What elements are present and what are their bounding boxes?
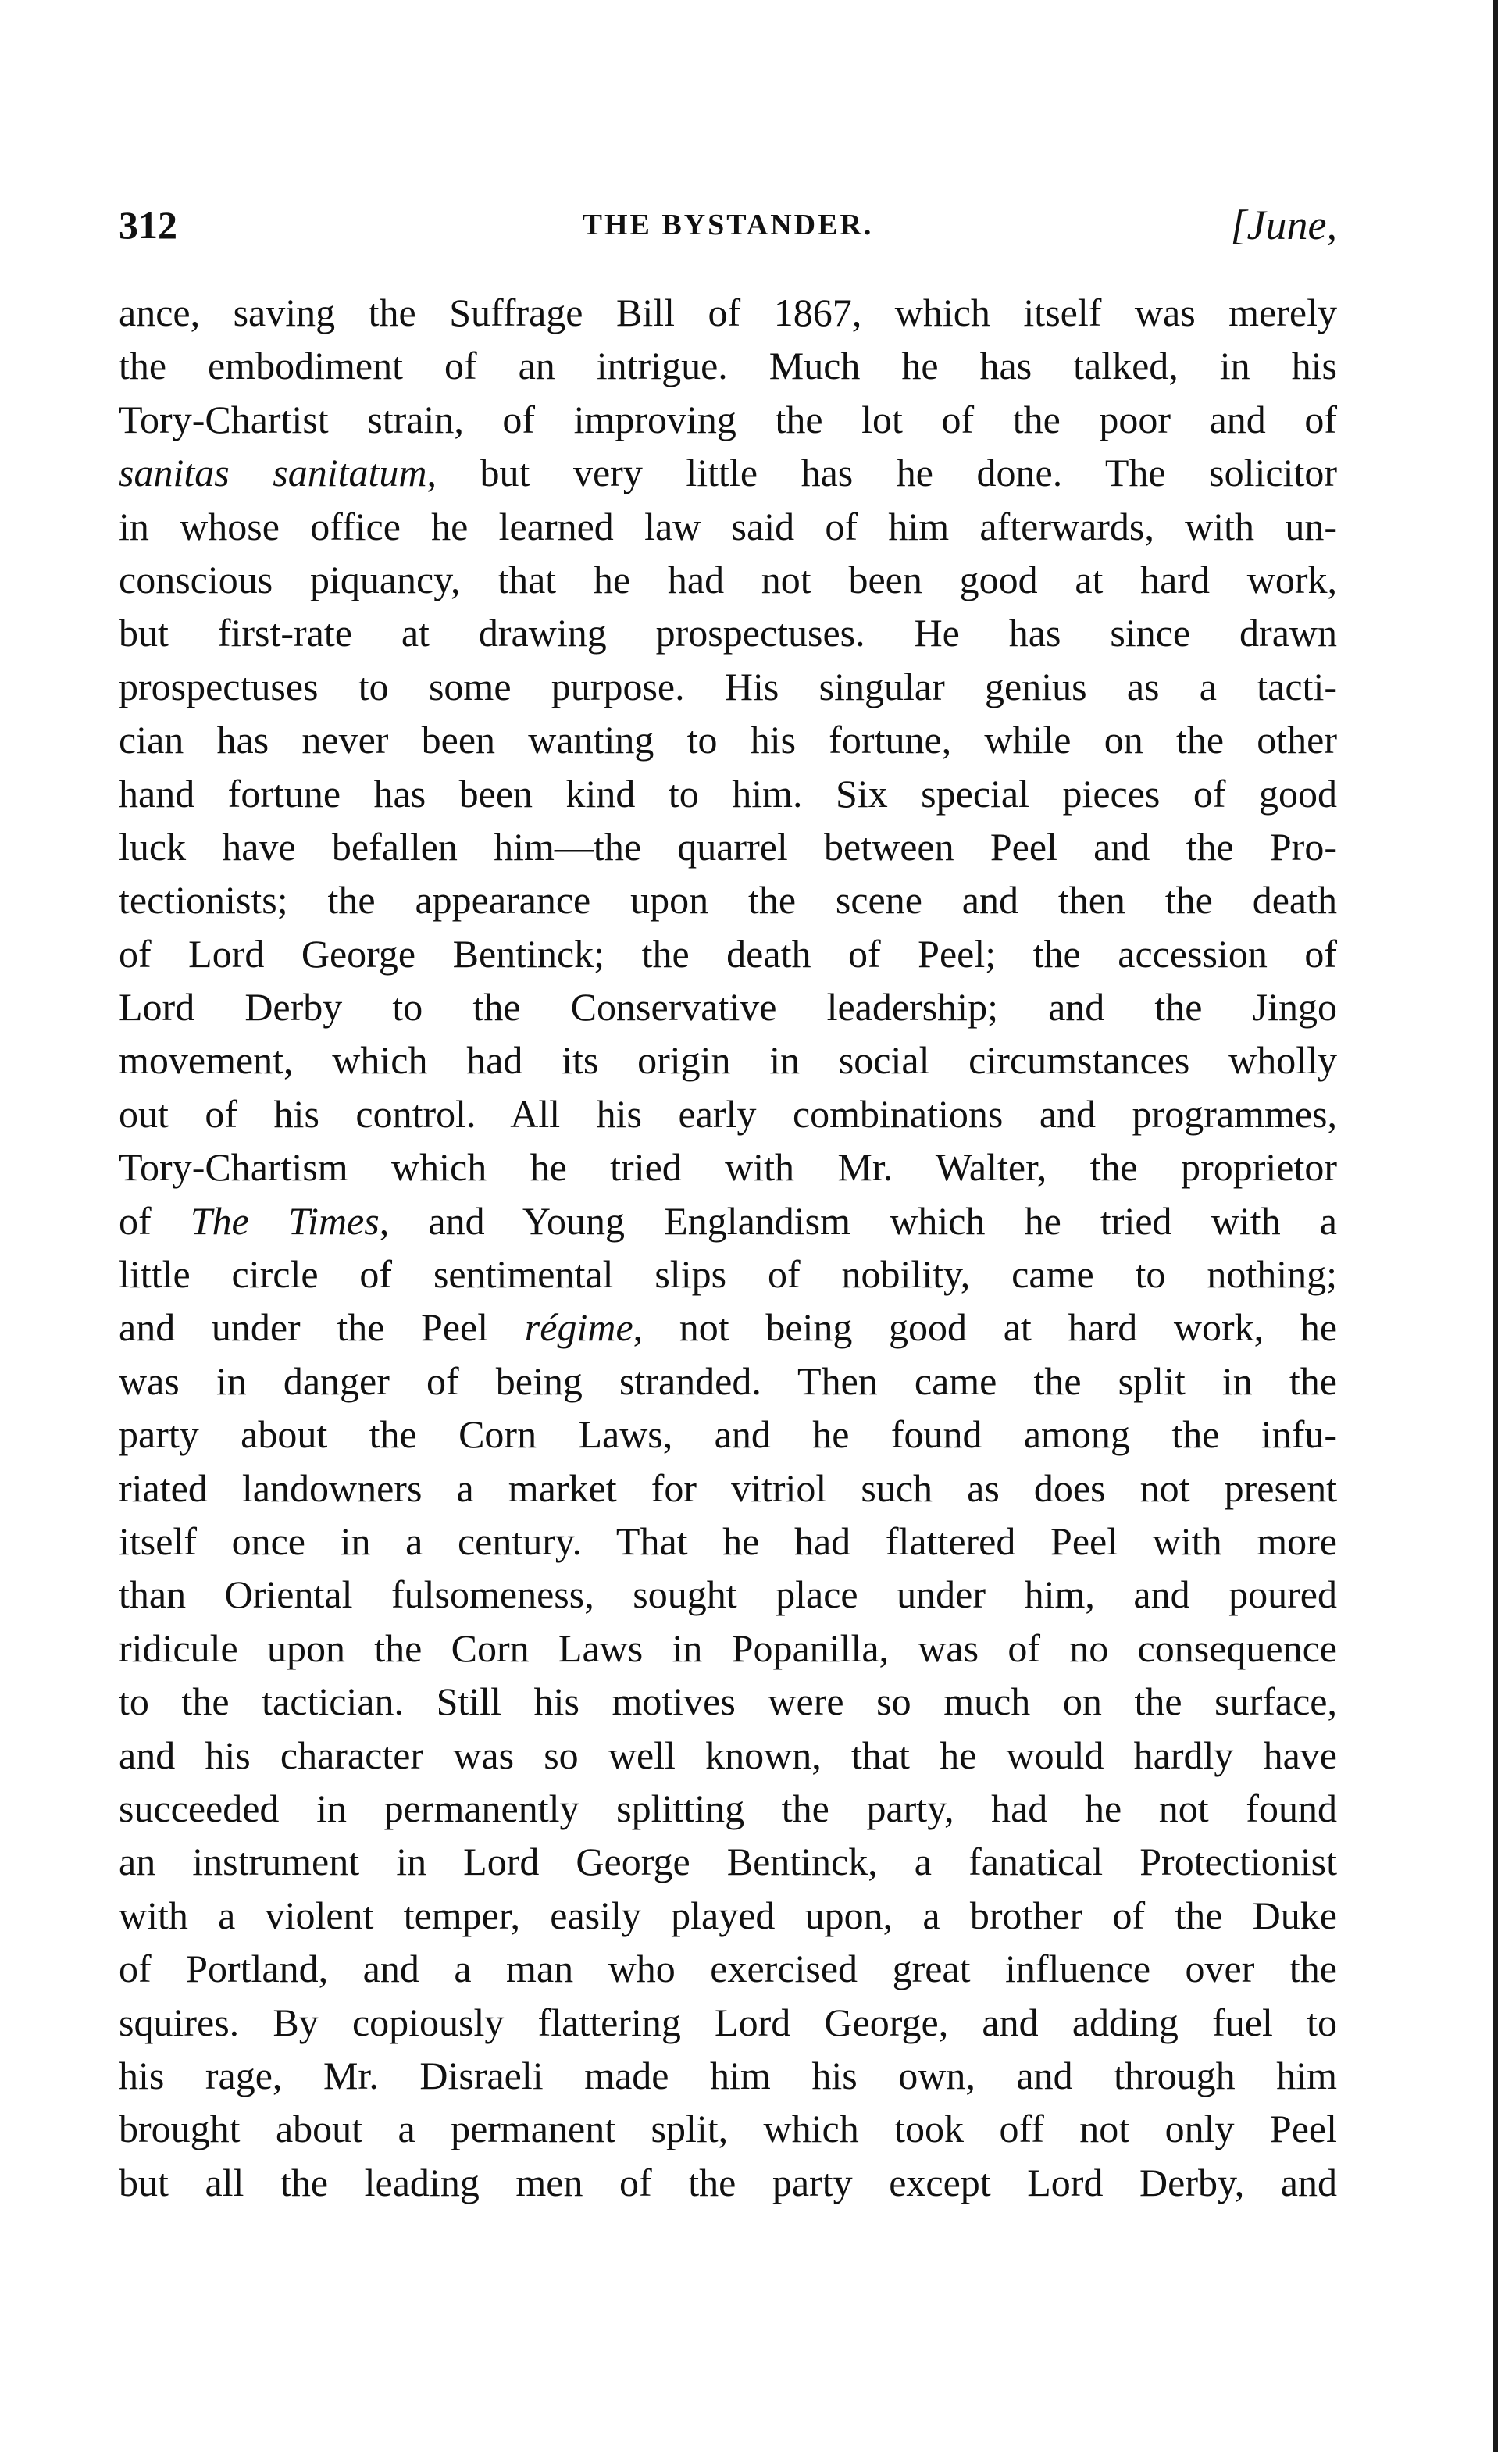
text-line: to the tactician. Still his motives were so much on the surface, bbox=[119, 1679, 1337, 1724]
page-header bbox=[119, 194, 1337, 256]
running-head-month: [June, bbox=[1230, 202, 1337, 248]
text-line: luck have befallen him—the quarrel between Peel and the Pro- bbox=[119, 824, 1337, 869]
text-line: than Oriental fulsomeness, sought place under him, and poured bbox=[119, 1572, 1337, 1617]
text-line: ridicule upon the Corn Laws in Popanilla, was of no consequence bbox=[119, 1626, 1337, 1670]
text-line: and his character was so well known, that he would hardly have bbox=[119, 1733, 1337, 1777]
text-line: sanitas sanitatum, but very little has he done. The solicitor bbox=[119, 451, 1337, 495]
text-line: Tory-Chartism which he tried with Mr. Walter, the proprietor bbox=[119, 1145, 1337, 1190]
text-line: succeeded in permanently splitting the party, had he not found bbox=[119, 1786, 1337, 1830]
text-line: in whose office he learned law said of him afterwards, with un- bbox=[119, 504, 1337, 548]
text-line: conscious piquancy, that he had not been good at hard work, bbox=[119, 557, 1337, 601]
text-line: but all the leading men of the party except Lord Derby, and bbox=[119, 2160, 1337, 2204]
text-line: was in danger of being stranded. Then came the split in the bbox=[119, 1358, 1337, 1403]
text-line: the embodiment of an intrigue. Much he has talked, in his bbox=[119, 344, 1337, 388]
body-text bbox=[119, 286, 1337, 2209]
text-line: hand fortune has been kind to him. Six special pieces of good bbox=[119, 771, 1337, 816]
text-line: party about the Corn Laws, and he found among the infu- bbox=[119, 1412, 1337, 1457]
text-line: squires. By copiously flattering Lord George, and adding fuel to bbox=[119, 2000, 1337, 2044]
page-edge-rule bbox=[1493, 0, 1498, 2452]
text-line: an instrument in Lord George Bentinck, a fanatical Protectionist bbox=[119, 1840, 1337, 1884]
text-line: and under the Peel régime, not being good at hard work, he bbox=[119, 1305, 1338, 1350]
text-line: of Lord George Bentinck; the death of Peel; the accession of bbox=[119, 931, 1337, 976]
text-line: with a violent temper, easily played upon, a brother of the Duke bbox=[119, 1893, 1337, 1937]
text-line: but first-rate at drawing prospectuses. He has since drawn bbox=[119, 611, 1337, 655]
text-line: cian has never been wanting to his fortune, while on the other bbox=[119, 718, 1337, 762]
text-line: ance, saving the Suffrage Bill of 1867, which itself was merely bbox=[119, 291, 1337, 334]
text-line: little circle of sentimental slips of nobility, came to nothing; bbox=[119, 1252, 1337, 1297]
text-line: of The Times, and Young Englandism which he tried with a bbox=[119, 1198, 1337, 1243]
text-line: Lord Derby to the Conservative leadership; and the Jingo bbox=[119, 985, 1337, 1030]
text-line: prospectuses to some purpose. His singular genius as a tacti- bbox=[119, 664, 1337, 708]
text-line: out of his control. All his early combinations and programmes, bbox=[119, 1091, 1337, 1136]
text-line: riated landowners a market for vitriol such as does not present bbox=[119, 1465, 1337, 1510]
text-line: itself once in a century. That he had flattered Peel with more bbox=[119, 1519, 1337, 1563]
text-line: tectionists; the appearance upon the scene and then the death bbox=[119, 878, 1337, 923]
running-head: THE BYSTANDER. bbox=[582, 209, 874, 241]
text-line: brought about a permanent split, which took off not only Peel bbox=[119, 2107, 1337, 2151]
text-line: Tory-Chartist strain, of improving the lot of the poor and of bbox=[119, 397, 1337, 441]
text-line: movement, which had its origin in social circumstances wholly bbox=[119, 1038, 1337, 1083]
page-number: 312 bbox=[119, 203, 177, 247]
text-line: his rage, Mr. Disraeli made him his own, and through him bbox=[119, 2053, 1337, 2097]
text-line: of Portland, and a man who exercised great influence over the bbox=[119, 1947, 1337, 1991]
